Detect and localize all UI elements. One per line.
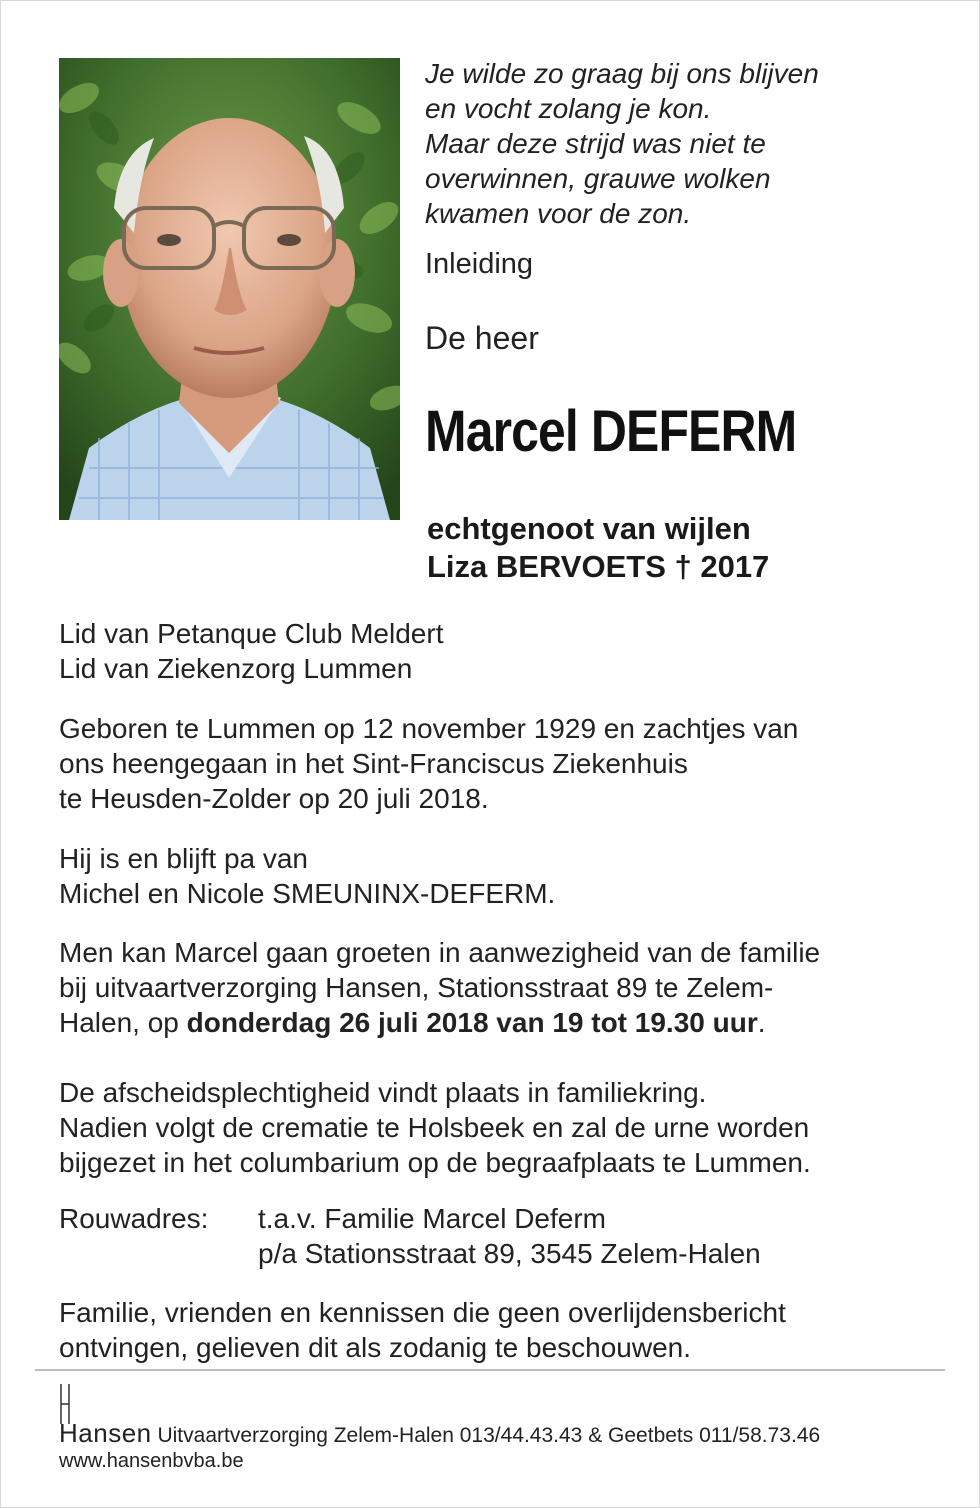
paragraph-line [59, 1005, 820, 1040]
poem-line: Maar deze strijd was niet te [425, 128, 766, 159]
paragraph-line: Nadien volgt de crematie te Holsbeek en zal de urne worden [59, 1112, 810, 1143]
ceremony-paragraph [59, 1075, 811, 1180]
company-details: Uitvaartverzorging Zelem-Halen 013/44.43.43 & Geetbets 011/58.73.46 [157, 1424, 821, 1447]
address-street: p/a Stationsstraat 89, 3545 Zelem-Halen [258, 1238, 761, 1269]
paragraph-line: Michel en Nicole SMEUNINX-DEFERM. [59, 878, 556, 909]
spouse-line: Liza BERVOETS † 2017 [427, 549, 770, 584]
address-line [59, 1201, 761, 1236]
intro-label: Inleiding [425, 248, 534, 280]
birth-death-paragraph [59, 711, 798, 816]
paragraph-line: De afscheidsplechtigheid vindt plaats in familiekring. [59, 1077, 707, 1108]
paragraph-line: te Heusden-Zolder op 20 juli 2018. [59, 783, 489, 814]
footer-divider [35, 1369, 945, 1371]
paragraph-line: Familie, vrienden en kennissen die geen overlijdensbericht [59, 1297, 786, 1328]
visitation-suffix: . [757, 1007, 766, 1038]
paragraph-line: bij uitvaartverzorging Hansen, Stationsstraat 89 te Zelem- [59, 972, 774, 1003]
visitation-prefix: Halen, op [59, 1007, 187, 1038]
spouse-info [427, 510, 769, 586]
paragraph-line: Geboren te Lummen op 12 november 1929 en zachtjes van [59, 713, 799, 744]
deceased-name: Marcel DEFERM [425, 399, 797, 464]
paragraph-line: bijgezet in het columbarium op de begraafplaats te Lummen. [59, 1147, 811, 1178]
address-recipient: t.a.v. Familie Marcel Deferm [258, 1203, 606, 1234]
paragraph-line: ontvingen, gelieven dit als zodanig te beschouwen. [59, 1332, 691, 1363]
visitation-paragraph [59, 935, 820, 1040]
mourning-address [59, 1201, 761, 1271]
family-paragraph [59, 841, 555, 911]
website-link[interactable]: www.hansenbvba.be [59, 1450, 244, 1472]
paragraph-line: Men kan Marcel gaan groeten in aanwezigheid van de familie [59, 937, 821, 968]
poem-line: kwamen voor de zon. [425, 198, 692, 229]
notice-paragraph [59, 1295, 786, 1365]
paragraph-line: ons heengegaan in het Sint-Franciscus Ziekenhuis [59, 748, 688, 779]
paragraph-line: Hij is en blijft pa van [59, 843, 309, 874]
memberships [59, 616, 443, 686]
portrait-photo [59, 58, 400, 520]
honorific: De heer [425, 320, 539, 356]
membership-line: Lid van Ziekenzorg Lummen [59, 653, 413, 684]
visitation-datetime: donderdag 26 juli 2018 van 19 tot 19.30 uur [186, 1007, 758, 1038]
poem-line: Je wilde zo graag bij ons blijven [425, 58, 819, 89]
spouse-line: echtgenoot van wijlen [427, 511, 751, 546]
poem-line: en vocht zolang je kon. [425, 93, 712, 124]
membership-line: Lid van Petanque Club Meldert [59, 618, 444, 649]
footer-company [59, 1418, 820, 1449]
brand-name: Hansen [59, 1418, 152, 1448]
poem [425, 56, 819, 231]
address-label: Rouwadres: [59, 1203, 209, 1234]
poem-line: overwinnen, grauwe wolken [425, 163, 771, 194]
